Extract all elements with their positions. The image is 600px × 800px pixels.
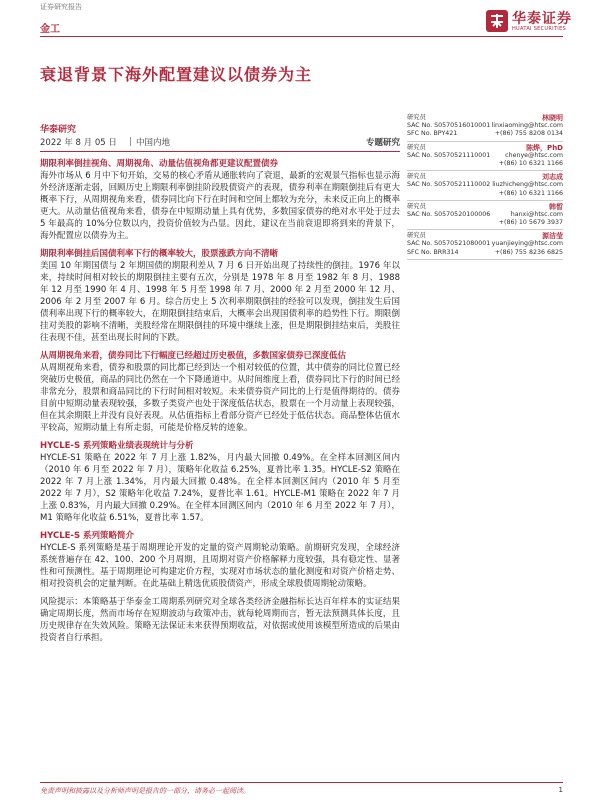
logo-name-cn: 华泰证券 bbox=[512, 11, 572, 27]
meta-divider bbox=[40, 151, 400, 152]
footer-divider bbox=[40, 782, 563, 783]
analyst-phone: +(86) 755 8236 6825 bbox=[494, 248, 563, 256]
analyst-name: 源洁莹 bbox=[542, 232, 563, 241]
analyst-phone: +(86) 10 6321 1166 bbox=[498, 159, 563, 167]
analyst-phone: +(86) 10 5679 3937 bbox=[498, 219, 563, 227]
section-paragraph: HYCLE-S1 策略在 2022 年 7 月上涨 1.82%，月内最大回撤 0.49%。在全样本回测区间内（2010 年 6 月至 2022 年 7 月），策略年化收益 6.25%，夏普比率 1.35。HYCLE-S2 策略在 2022 年 7 月上涨 1.34%，月内最大回撤 0.48%。在全样本回测区间内（2010 年 5 月至 2022 年 7 月），S2 策略年化收益 7.24%，夏普比率 1.61。HYCLE-M1 策略在 2022 年 7 月上涨 0.83%，月内最大回撤 0.29%。在全样本回测区间内（2010 年 6 月至 2022 年 7 月），M1 策略年化收益 6.51%，夏普比率 1.57。 bbox=[40, 453, 400, 523]
header-divider bbox=[40, 36, 563, 37]
section-heading: 从周期视角来看，债券同比下行幅度已经超过历史极值，多数国家债券已深度低估 bbox=[40, 351, 347, 361]
report-meta-row bbox=[40, 136, 400, 150]
analyst-role: 研究员 bbox=[407, 202, 426, 210]
analyst-sfc: SFC No. BRR314 bbox=[407, 248, 459, 256]
report-date: 2022 年 8 月 05 日 bbox=[40, 138, 117, 148]
huatai-logo-icon bbox=[486, 10, 508, 32]
analyst-sac: SAC No. S0570521110001 bbox=[407, 151, 491, 159]
section-heading: HYCLE-S 系列策略业绩表现统计与分析 bbox=[40, 441, 194, 451]
analyst-name: 刘志成 bbox=[542, 173, 563, 182]
analyst-card bbox=[407, 171, 563, 201]
analyst-phone: +(86) 755 8208 0134 bbox=[494, 130, 563, 138]
analyst-sac: SAC No. S0570516010001 bbox=[407, 122, 491, 130]
analyst-email[interactable]: yuanjieying@htsc.com bbox=[491, 240, 563, 248]
analyst-phone: +(86) 10 6321 1166 bbox=[498, 189, 563, 197]
page-number: 1 bbox=[558, 786, 563, 794]
logo-name-en: HUATAI SECURITIES bbox=[512, 26, 566, 32]
analyst-name: 韩晳 bbox=[549, 202, 563, 211]
section-heading: HYCLE-S 系列策略简介 bbox=[40, 531, 135, 541]
section-heading: 期限利率倒挂后国债利率下行的概率较大，股票涨跌方向不清晰 bbox=[40, 249, 279, 259]
analyst-card bbox=[407, 230, 563, 260]
analyst-email[interactable]: liuzhicheng@htsc.com bbox=[492, 181, 563, 189]
analyst-sac: SAC No. S0570521110002 bbox=[407, 181, 491, 189]
analyst-name: 陈烨，PhD bbox=[526, 143, 563, 152]
report-body bbox=[40, 158, 400, 644]
analyst-role: 研究员 bbox=[407, 232, 426, 240]
report-region: 中国内地 bbox=[136, 138, 171, 148]
analyst-card bbox=[407, 201, 563, 231]
report-type: 专题研究 bbox=[365, 138, 400, 148]
huatai-logo bbox=[486, 8, 572, 38]
analyst-sfc: SFC No. BPY421 bbox=[407, 130, 458, 138]
section-heading: 期限利率倒挂视角、周期视角、动量估值视角都更建议配置债券 bbox=[40, 159, 279, 169]
analyst-name: 林晓明 bbox=[542, 114, 563, 122]
analyst-panel bbox=[407, 112, 563, 260]
analyst-email[interactable]: linxiaoming@htsc.com bbox=[491, 122, 563, 130]
analyst-sac: SAC No. S0570521080001 bbox=[407, 240, 491, 248]
section-paragraph: HYCLE-S 系列策略是基于周期理论开发的定量的资产周期轮动策略。前期研究发现，全球经济系统普遍存在 42、100、200 个月周期，且周期对资产价格解释力度较强，具有稳定性、显著性和可预测性。基于周期理论可构建定价方程，实现对市场状态的量化测度和对资产价格走势、相对投资机会的定量判断。在此基础上精选优质股债资产，形成全球股债周期轮动策略。 bbox=[40, 543, 400, 589]
analyst-role: 研究员 bbox=[407, 173, 426, 181]
footer-disclaimer: 免责声明和披露以及分析师声明是报告的一部分，请务必一起阅读。 bbox=[40, 787, 250, 795]
analyst-email[interactable]: chenye@htsc.com bbox=[505, 151, 563, 159]
analyst-email[interactable]: hanxi@htsc.com bbox=[510, 210, 563, 218]
analyst-card bbox=[407, 142, 563, 172]
analyst-sac: SAC No. S0570520100006 bbox=[407, 210, 491, 218]
analyst-role: 研究员 bbox=[407, 114, 426, 121]
institution-name: 华泰研究 bbox=[40, 125, 77, 135]
report-category-label: 证券研究报告 bbox=[40, 3, 82, 11]
section-tag: 金工 bbox=[40, 24, 60, 35]
analyst-role: 研究员 bbox=[407, 143, 426, 151]
meta-separator bbox=[130, 137, 131, 146]
section-paragraph: 海外市场从 6 月中下旬开始，交易的核心矛盾从通胀转向了衰退，最新的宏观景气指标也显示海外经济逐渐走弱，回顾历史上期限利率倒挂阶段股债资产的表现，债券利率在期限倒挂后有更大概率下行，从周期视角来看，债券同比向下行在时间和空间上都较为充分，未来反正向上的概率更大。从动量估值视角来看，债券在中短期动量上具有优势，多数国家债券的绝对水平处于过去 5 年最高的 10%分位数以内，投资价值较为凸显。因此，建议在当前衰退即将到来的背景下，海外配置应以债券为主。 bbox=[40, 171, 400, 241]
risk-note: 风险提示：本策略基于华泰金工周期系列研究对全球各类经济金融指标长达百年样本的实证结果确定周期长度，然而市场存在短期波动与政策冲击，就每轮周期而言，暂无法预测具体长度，且历史规律存在失效风险。策略无法保证未来获得预期收益，对依据或使用该模型所造成的后果由投资者自行承担。 bbox=[40, 597, 400, 643]
analyst-card bbox=[407, 112, 563, 142]
report-title: 衰退背景下海外配置建议以债券为主 bbox=[40, 65, 313, 84]
section-paragraph: 美国 10 年期国债与 2 年期国债的期限利差从 7 月 6 日开始出现了持续性的倒挂。1976 年以来，持续时间相对较长的期限倒挂主要有五次，分别是 1978 年 8 月至 1982 年 8 月、1988 年 12 月至 1990 年 4 月、1998 年 5 月至 1998 年 7 月、2000 年 2 月至 2000 年 12 月、2006 年 2 月至 2007 年 6 月。综合历史上 5 次利率期限倒挂的经验可以发现，倒挂发生后国债利率出现下行的概率较大，在期限倒挂结束后，大概率会出现国债利率的趋势性下行。期限倒挂对美股的影响不清晰，美股经常在期限倒挂的环境中继续上涨，但是期限倒挂结束后，美股往往表现不佳，甚至出现长时间的下跌。 bbox=[40, 261, 400, 343]
section-paragraph: 从周期视角来看，债券和股票的同比都已经到达一个相对较低的位置，其中债券的同比位置已经突破历史极值，商品的同比仍然在一个下降通道中。从时间维度上看，债券同比下行的时间已经非常充分，股票和商品同比的下行时间相对较短。未来债券资产同比的上行是值得期待的。债券目前中短期动量表现较强，多数子类资产也处于深度低估状态，股票在一个月动量上表现较强，但在其余期限上并没有良好表现。从估值指标上看部分资产已经处于低估状态。商品整体估值水平较高，短期动量上有所走弱，可能是价格反转的迹象。 bbox=[40, 363, 400, 433]
